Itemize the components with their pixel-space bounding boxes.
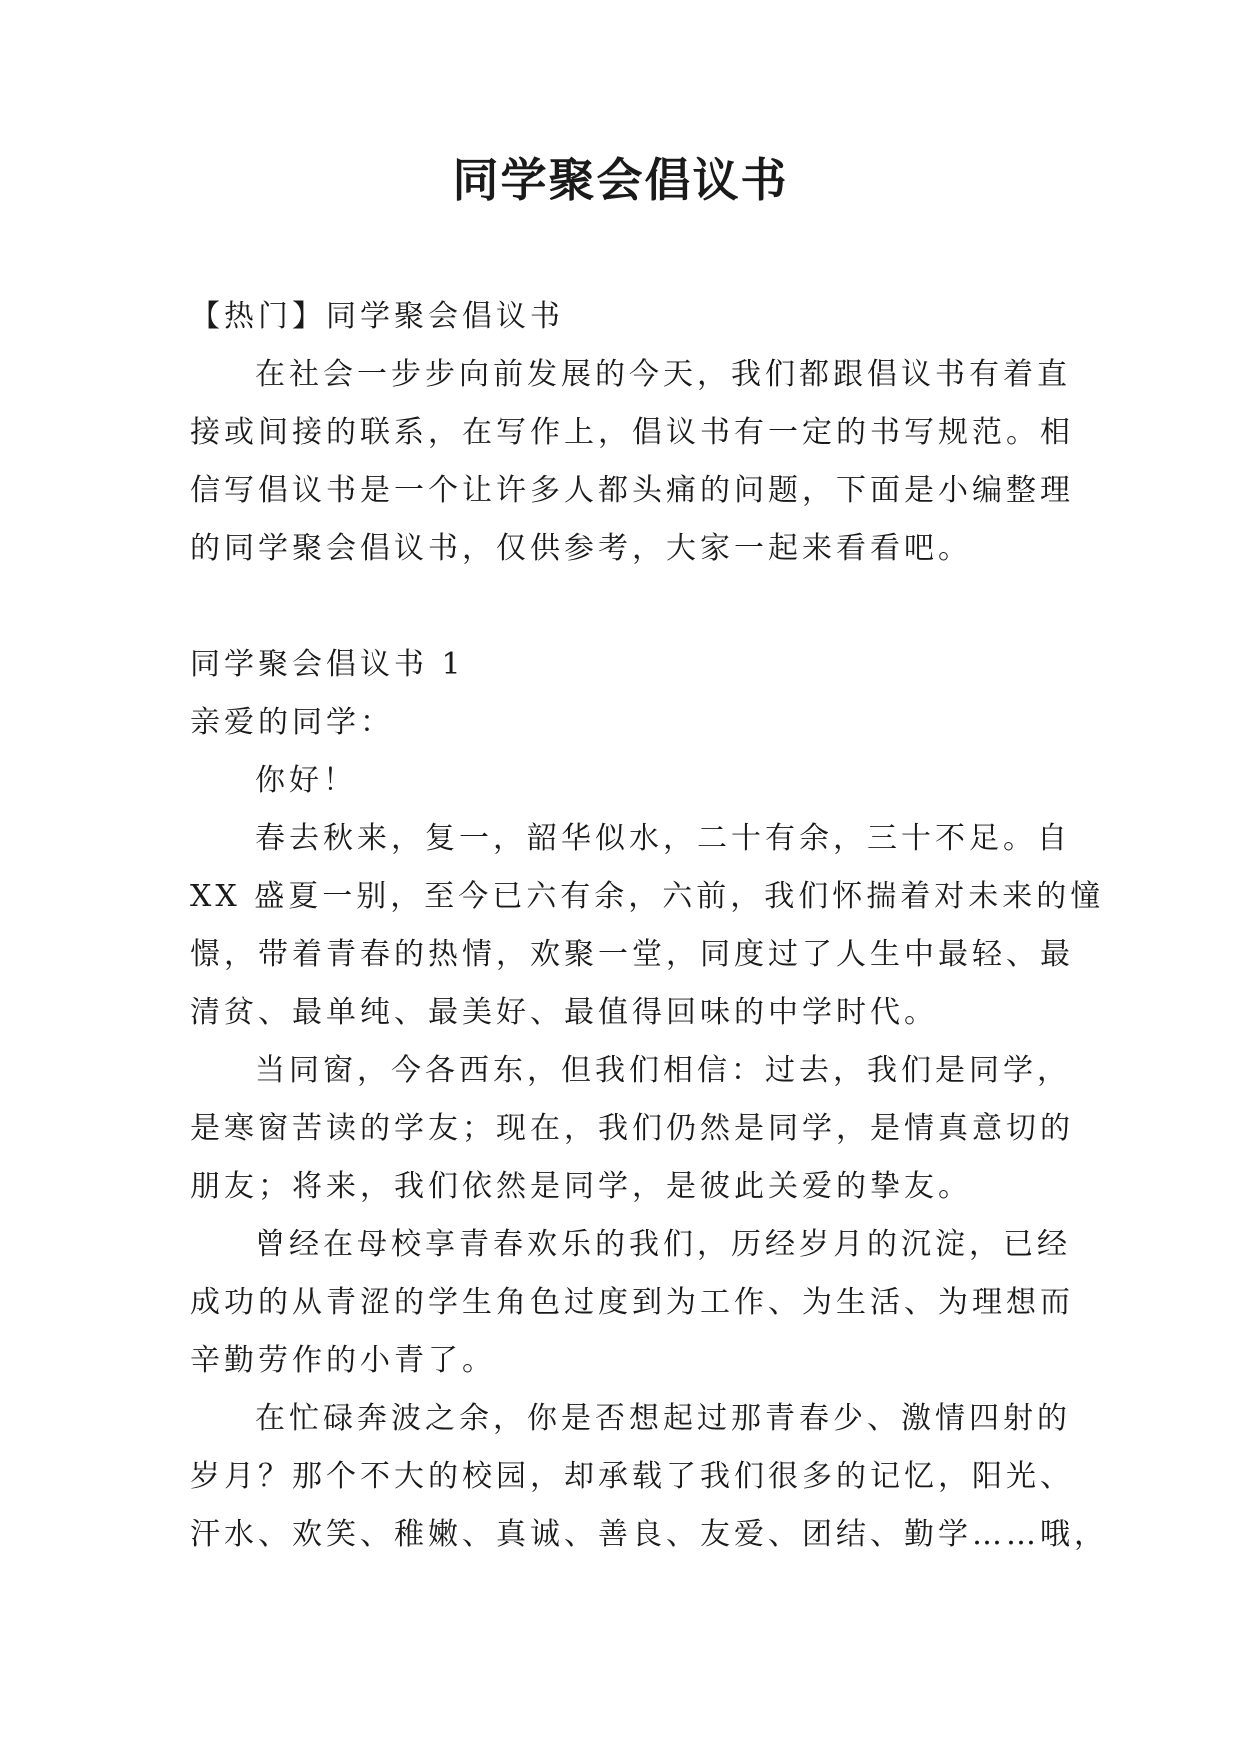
letter-paragraph-1 <box>190 810 1105 1042</box>
intro-line: 的同学聚会倡议书，仅供参考，大家一起来看看吧。 <box>190 531 972 566</box>
greeting: 你好！ <box>255 763 357 798</box>
intro-line: 信写倡议书是一个让许多人都头痛的问题，下面是小编整理 <box>190 473 1074 508</box>
letter-paragraph-2 <box>190 1042 1074 1216</box>
letter-paragraph-3 <box>190 1216 1074 1390</box>
document-title: 同学聚会倡议书 <box>452 153 789 207</box>
tagline: 【热门】同学聚会倡议书 <box>190 299 564 334</box>
intro-line: 接或间接的联系，在写作上，倡议书有一定的书写规范。相 <box>190 415 1074 450</box>
paragraph-line: 成功的从青涩的学生角色过度到为工作、为生活、为理想而 <box>190 1285 1074 1320</box>
paragraph-line: 清贫、最单纯、最美好、最值得回味的中学时代。 <box>190 995 938 1030</box>
section-heading: 同学聚会倡议书 1 <box>190 647 465 682</box>
paragraph-gap <box>190 578 1070 636</box>
paragraph-line: 辛勤劳作的小青了。 <box>190 1343 496 1378</box>
intro-paragraph <box>190 346 1074 578</box>
paragraph-line: 当同窗，今各西东，但我们相信：过去，我们是同学， <box>255 1053 1071 1088</box>
paragraph-line: 朋友；将来，我们依然是同学，是彼此关爱的挚友。 <box>190 1169 972 1204</box>
paragraph-line: 春去秋来，复一，韶华似水，二十有余，三十不足。自 <box>255 821 1071 856</box>
salutation: 亲爱的同学： <box>190 705 394 740</box>
paragraph-line: 汗水、欢笑、稚嫩、真诚、善良、友爱、团结、勤学……哦， <box>190 1517 1108 1552</box>
paragraph-line: XX 盛夏一别，至今已六有余，六前，我们怀揣着对未来的憧 <box>190 879 1105 914</box>
paragraph-line: 在忙碌奔波之余，你是否想起过那青春少、激情四射的 <box>255 1401 1071 1436</box>
paragraph-line: 曾经在母校享青春欢乐的我们，历经岁月的沉淀，已经 <box>255 1227 1071 1262</box>
paragraph-line: 是寒窗苦读的学友；现在，我们仍然是同学，是情真意切的 <box>190 1111 1074 1146</box>
intro-line: 在社会一步步向前发展的今天，我们都跟倡议书有着直 <box>255 357 1071 392</box>
paragraph-line: 岁月？那个不大的校园，却承载了我们很多的记忆，阳光、 <box>190 1459 1074 1494</box>
document-body <box>190 288 1108 1564</box>
letter-paragraph-4 <box>190 1390 1108 1564</box>
paragraph-line: 憬，带着青春的热情，欢聚一堂，同度过了人生中最轻、最 <box>190 937 1074 972</box>
